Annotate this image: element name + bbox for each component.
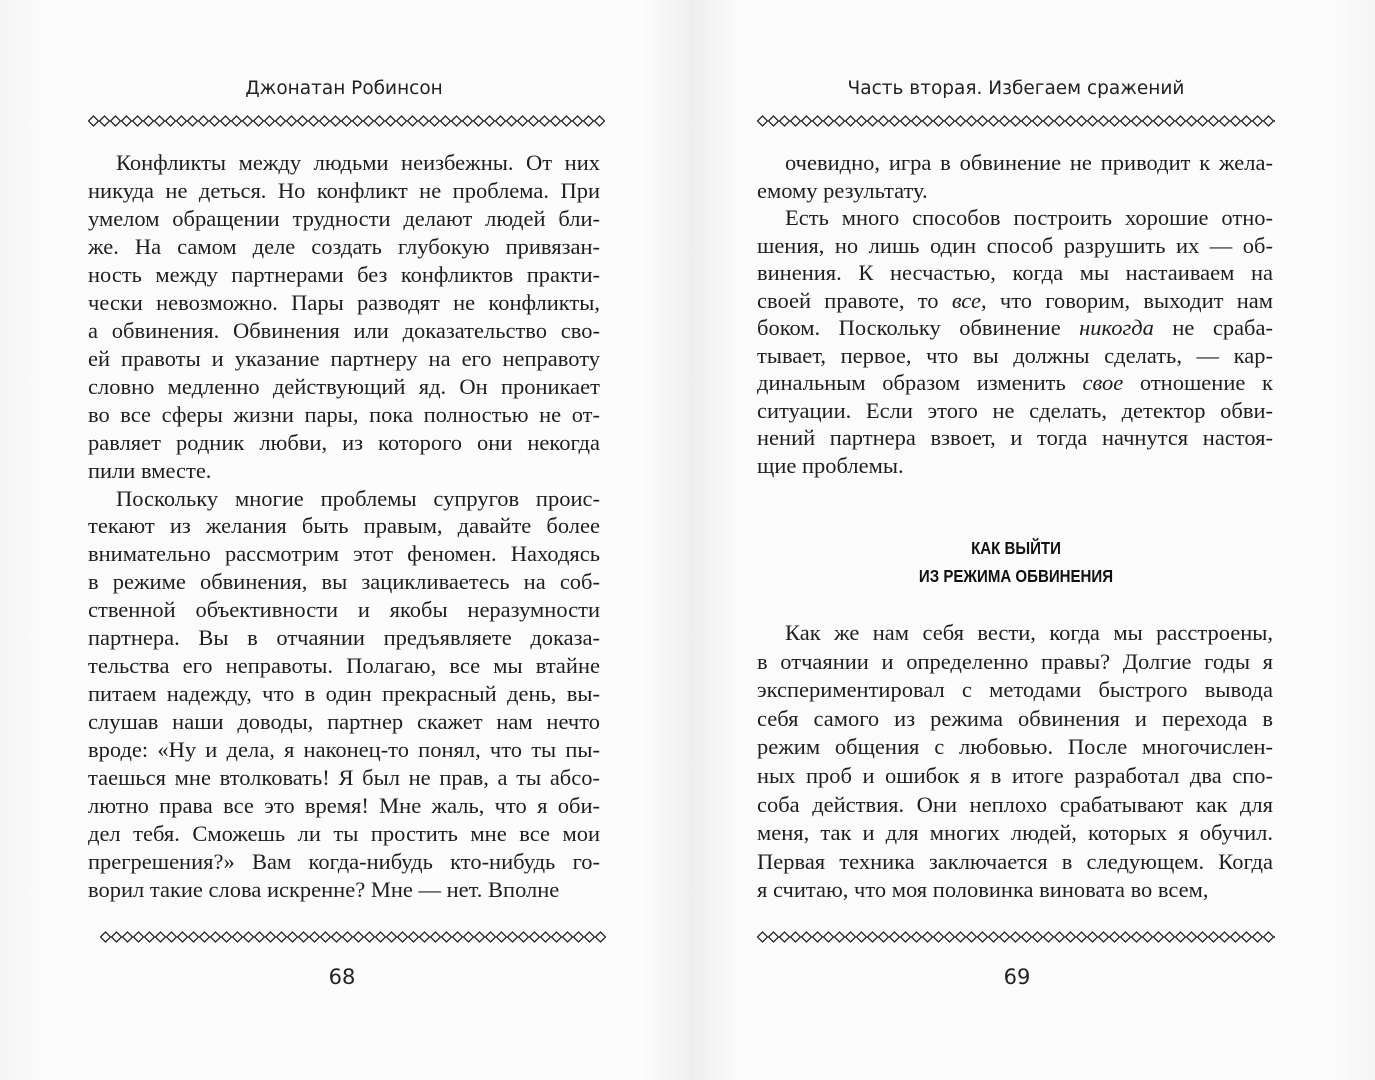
text-line: пили вместе. bbox=[88, 457, 212, 483]
text-line: Есть много способов построить хорошие отно- bbox=[785, 205, 1273, 230]
text-line: а обвинения. Обвинения или доказательство сво- bbox=[88, 317, 600, 343]
text-line: меня, так и для многих людей, которых я обучил. bbox=[757, 820, 1273, 846]
text-line: текают из желания быть правым, давайте более bbox=[88, 513, 600, 539]
text-line: во все сферы жизни пары, пока полностью не от- bbox=[88, 401, 600, 427]
text-line: ных проб и ошибок я в итоге разработал два спо- bbox=[757, 763, 1273, 788]
page-number-left: 68 bbox=[328, 965, 356, 989]
section-heading-line-1: КАК ВЫЙТИ bbox=[971, 538, 1061, 558]
text-segment: , что говорим, выходит нам bbox=[980, 287, 1273, 313]
text-line: Как же нам себя вести, когда мы расстроены, bbox=[785, 620, 1273, 645]
text-line: партнера. Вы в отчаянии предъявляете доказа- bbox=[88, 625, 600, 651]
text-line: словно медленно действующий яд. Он проникает bbox=[88, 373, 600, 399]
text-line: внимательно рассмотрим этот феномен. Находясь bbox=[88, 541, 600, 567]
text-line: щие проблемы. bbox=[757, 452, 904, 478]
text-line: прегрешения?» Вам когда-нибудь кто-нибудь го- bbox=[88, 849, 600, 874]
section-heading-line-2: ИЗ РЕЖИМА ОБВИНЕНИЯ bbox=[918, 566, 1114, 586]
text-line: экспериментировал с методами быстрого вывода bbox=[757, 677, 1273, 703]
italic-emphasis: никогда bbox=[1079, 315, 1154, 340]
ornament-divider-bottom-left bbox=[100, 931, 606, 943]
text-line: ственной объективности и якобы неразумности bbox=[88, 597, 600, 623]
text-line: нений партнера взвоет, и тогда начнутся настоя- bbox=[757, 425, 1273, 450]
running-head-left: Джонатан Робинсон bbox=[245, 78, 443, 99]
text-line bbox=[757, 369, 1273, 397]
text-line: винения. К несчастью, когда мы настаиваем на bbox=[757, 260, 1273, 285]
text-line: себя самого из режима обвинения и перехода в bbox=[757, 705, 1273, 731]
running-head-right: Часть вторая. Избегаем сражений bbox=[847, 78, 1185, 99]
text-segment: боком. Поскольку обвинение bbox=[757, 315, 1080, 340]
text-segment: отношение к bbox=[1123, 370, 1273, 395]
ornament-divider-top-left bbox=[88, 115, 605, 127]
text-line: таешься мне втолковать! Я был не прав, а ты абсо- bbox=[88, 765, 600, 791]
text-segment: своей правоте, то bbox=[757, 287, 952, 313]
italic-emphasis: все bbox=[951, 287, 981, 313]
text-line: слушав наши доводы, партнер скажет нам нечто bbox=[88, 709, 600, 735]
text-line: в режиме обвинения, вы зацикливаетесь на соб- bbox=[88, 569, 600, 595]
text-line: ей правоты и указание партнеру на его неправоту bbox=[88, 345, 600, 371]
text-line: тывает, первое, что вы должны сделать, — кар- bbox=[757, 342, 1273, 368]
text-line: дел тебя. Сможешь ли ты простить мне все мои bbox=[88, 821, 600, 847]
ornament-divider-bottom-right bbox=[757, 931, 1275, 943]
text-line: Первая техника заключается в следующем. Когда bbox=[757, 848, 1273, 874]
page-number-right: 69 bbox=[1003, 965, 1031, 989]
text-line: ность между партнерами без конфликтов практи- bbox=[88, 261, 600, 287]
text-line: я считаю, что моя половинка виновата во всем, bbox=[757, 877, 1209, 903]
italic-emphasis: свое bbox=[1082, 370, 1124, 395]
text-line: шения, но лишь один способ разрушить их — об- bbox=[757, 232, 1273, 258]
text-line: очевидно, игра в обвинение не приводит к жела- bbox=[785, 150, 1273, 175]
text-segment: не сраба- bbox=[1153, 315, 1273, 340]
text-line: питаем надежду, что в один прекрасный день, вы- bbox=[88, 681, 600, 707]
ornament-divider-top-right bbox=[757, 115, 1275, 127]
text-line: никуда не деться. Но конфликт не проблема. При bbox=[88, 177, 600, 203]
text-line: емому результату. bbox=[757, 177, 928, 203]
text-line: ворил такие слова искренне? Мне — нет. Вполне bbox=[88, 876, 560, 902]
text-line: тельства его неправоты. Полагаю, все мы втайне bbox=[88, 653, 600, 679]
text-line: умелом обращении трудности делают людей бли- bbox=[88, 205, 600, 231]
text-line: в отчаянии и определенно правы? Долгие годы я bbox=[757, 648, 1273, 674]
text-line: чески невозможно. Пары разводят не конфликты, bbox=[88, 289, 600, 315]
text-line: вроде: «Ну и дела, я наконец-то понял, что ты пы- bbox=[88, 737, 600, 763]
text-line: Поскольку многие проблемы супругов проис- bbox=[116, 485, 600, 511]
text-line bbox=[757, 314, 1273, 342]
text-segment: динальным образом изменить bbox=[757, 370, 1083, 395]
text-line: лютно права все это время! Мне жаль, что я оби- bbox=[88, 793, 600, 819]
text-line: режим общения с любовью. После многочислен- bbox=[757, 734, 1273, 760]
text-line: соба действия. Они неплохо срабатывают как для bbox=[757, 791, 1273, 817]
text-line: ситуации. Если этого не сделать, детектор обви- bbox=[757, 397, 1273, 423]
text-line bbox=[757, 287, 1273, 315]
text-line: же. На самом деле создать глубокую привязан- bbox=[88, 233, 600, 259]
text-line: Конфликты между людьми неизбежны. От них bbox=[116, 150, 600, 175]
text-line: равляет родник любви, из которого они некогда bbox=[88, 429, 600, 455]
